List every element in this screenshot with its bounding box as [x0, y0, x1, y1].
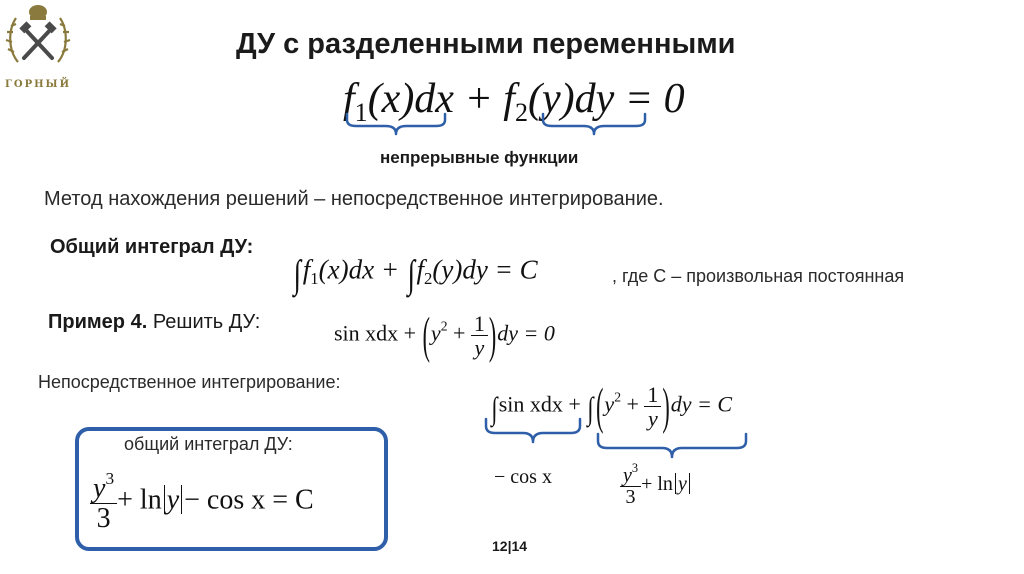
brace-sin-integral: [483, 417, 583, 447]
result-right: $\frac{y^3}{3}$ + ln y: [620, 462, 692, 508]
constant-note: , где C – произвольная постоянная: [612, 266, 905, 286]
slide-title: ДУ с разделенными переменными: [236, 28, 736, 60]
continuous-functions-label: непрерывные функции: [380, 148, 579, 167]
crossed-hammers-crest-icon: [4, 2, 72, 72]
general-integral-equation: $\int f_1(x)dx + \int f_2(y)dy = C$: [293, 253, 538, 296]
integrated-equation: ∫sin xdx + ∫ ($y^2$ + $\frac{1}{y}$ )dy = C: [491, 376, 733, 435]
page-number: 12|14: [492, 538, 528, 554]
box-equation: $\frac{y^3}{3}$ + ln y − cos x = C: [90, 470, 314, 534]
example-number: Пример 4.: [48, 311, 148, 333]
brace-f1: [344, 112, 448, 138]
main-equation: $f_1(x)dx + f_2(y)dy = 0$: [343, 76, 685, 128]
university-logo: [4, 2, 72, 92]
example-instruction: Решить ДУ:: [147, 311, 261, 333]
direct-integration-label: Непосредственное интегрирование:: [38, 372, 341, 392]
box-label: общий интеграл ДУ:: [124, 434, 293, 454]
brace-f2: [540, 112, 648, 138]
example-equation: sin xdx + ($y^2$ + $\frac{1}{y}$ )dy = 0: [334, 305, 555, 364]
method-text: Метод нахождения решений – непосредственное интегрирование.: [44, 188, 664, 210]
logo-text: ГОРНЫЙ: [4, 79, 72, 90]
brace-y-integral: [595, 432, 750, 462]
result-left: − cos x: [494, 466, 552, 488]
example-label: [48, 311, 260, 334]
general-integral-label: Общий интеграл ДУ:: [50, 236, 254, 258]
